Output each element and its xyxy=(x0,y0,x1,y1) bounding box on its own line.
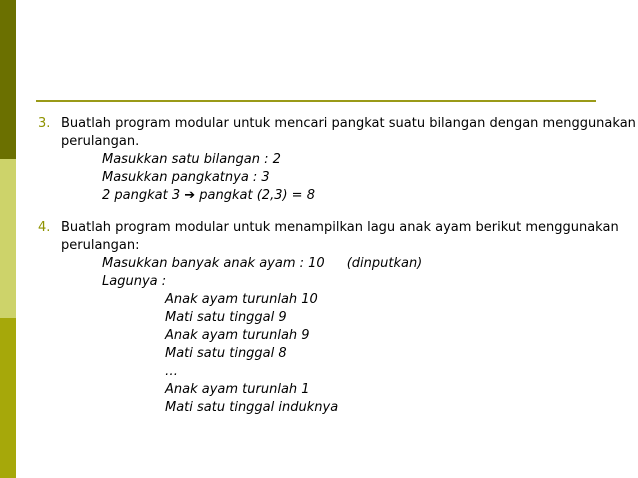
song-label: Lagunya : xyxy=(102,274,167,289)
song-line: Mati satu tinggal induknya xyxy=(165,400,339,415)
song-line: Anak ayam turunlah 9 xyxy=(165,328,310,343)
right-arrow-icon: ➔ xyxy=(184,188,196,203)
song-line: Anak ayam turunlah 1 xyxy=(165,382,310,397)
example-input-line xyxy=(102,255,628,273)
input-note: (dinputkan) xyxy=(346,256,423,271)
song-line: Mati satu tinggal 9 xyxy=(165,310,287,325)
sidebar-segment-bottom xyxy=(0,318,16,478)
result-prefix: 2 pangkat 3 xyxy=(102,188,185,203)
sidebar-segment-top xyxy=(0,0,16,159)
title-divider xyxy=(36,100,596,102)
item-text-line: perulangan. xyxy=(61,134,140,149)
item-text-line: Buatlah program modular untuk menampilkan lagu anak ayam berikut menggunakan xyxy=(61,220,619,235)
input-label: Masukkan banyak anak ayam : 10 xyxy=(102,256,325,271)
example-result-line xyxy=(102,187,628,205)
song-line: Anak ayam turunlah 10 xyxy=(165,292,318,307)
item-text-line: perulangan: xyxy=(61,238,140,253)
result-suffix: pangkat (2,3) = 8 xyxy=(195,188,315,203)
item-number: 4. xyxy=(38,220,51,235)
decorative-sidebar xyxy=(0,0,16,478)
exercise-item-3 xyxy=(38,115,636,205)
song-ellipsis: … xyxy=(165,364,178,379)
example-line: Masukkan satu bilangan : 2 xyxy=(102,152,281,167)
example-line: Masukkan pangkatnya : 3 xyxy=(102,170,270,185)
song-line: Mati satu tinggal 8 xyxy=(165,346,287,361)
exercise-item-4 xyxy=(38,219,628,417)
item-text-line: Buatlah program modular untuk mencari pangkat suatu bilangan dengan menggunakan xyxy=(61,116,636,131)
sidebar-segment-middle xyxy=(0,159,16,318)
item-number: 3. xyxy=(38,116,51,131)
